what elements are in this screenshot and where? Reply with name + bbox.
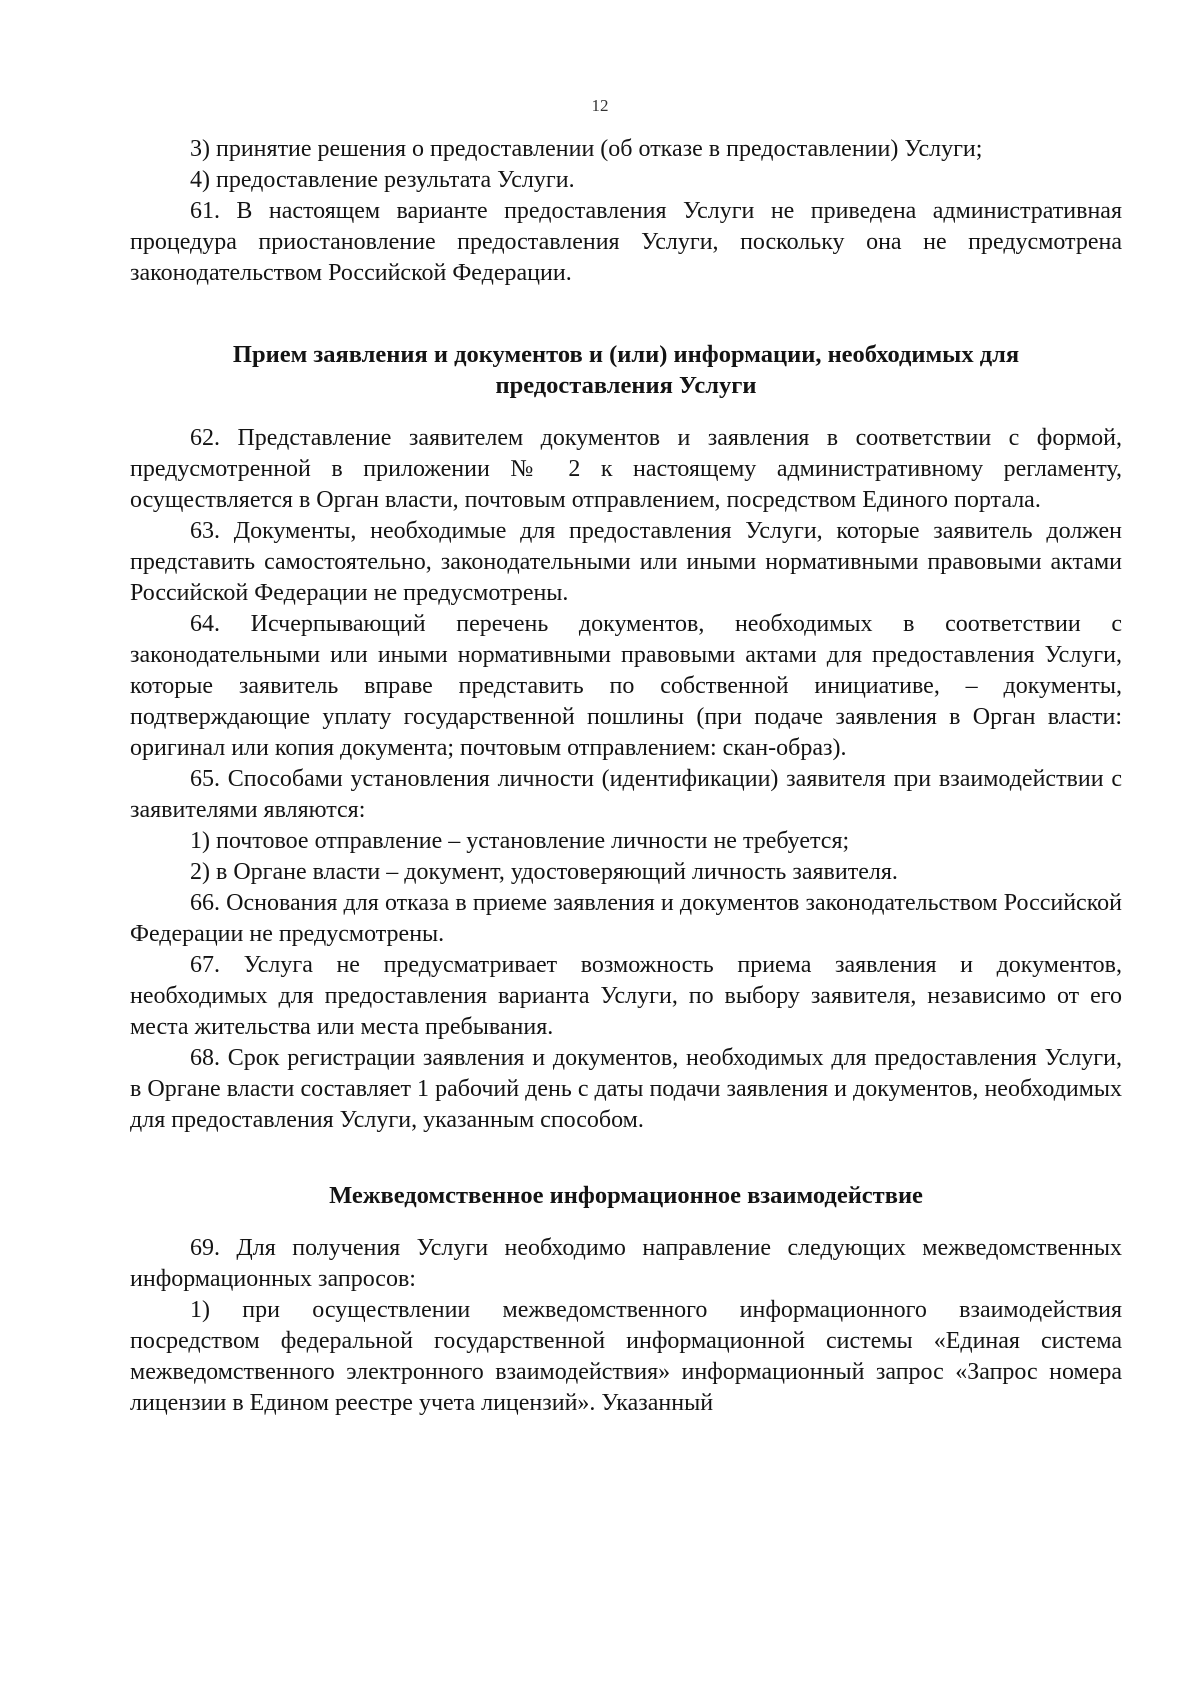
section-heading: Межведомственное информационное взаимодействие: [329, 1182, 923, 1209]
paragraph: 67. Услуга не предусматривает возможность приема заявления и документов, необходимых для предоставления варианта Услуги, по выбору заявителя, независимо от его места жительства или места пребывания.: [130, 952, 1122, 1040]
paragraph: 69. Для получения Услуги необходимо направление следующих межведомственных информационных запросов:: [130, 1235, 1122, 1292]
paragraph: 63. Документы, необходимые для предоставления Услуги, которые заявитель должен представить самостоятельно, законодательными или иными нормативными правовыми актами Российской Федерации не предусмотрены.: [130, 518, 1122, 606]
paragraph: 68. Срок регистрации заявления и документов, необходимых для предоставления Услуги, в Органе власти составляет 1 рабочий день с даты подачи заявления и документов, необходимых для предоставления Услуги, указанным способом.: [130, 1045, 1122, 1133]
paragraph: 1) при осуществлении межведомственного информационного взаимодействия посредством федеральной государственной информационной системы «Единая система межведомственного электронного взаимодействия» информационный запрос «Запрос номера лицензии в Едином реестре учета лицензий». Указанный: [130, 1297, 1122, 1416]
section-heading: Прием заявления и документов и (или) информации, необходимых для предоставления Услуги: [232, 341, 1020, 399]
paragraph: 2) в Органе власти – документ, удостоверяющий личность заявителя.: [190, 859, 898, 885]
paragraph: 1) почтовое отправление – установление личности не требуется;: [190, 828, 850, 854]
paragraph: 66. Основания для отказа в приеме заявления и документов законодательством Российской Федерации не предусмотрены.: [130, 890, 1122, 947]
paragraph: 65. Способами установления личности (идентификации) заявителя при взаимодействии с заявителями являются:: [130, 766, 1122, 823]
paragraph: 64. Исчерпывающий перечень документов, необходимых в соответствии с законодательными или иными нормативными правовыми актами для предоставления Услуги, которые заявитель вправе представить по собственной инициативе, – документы, подтверждающие уплату государственной пошлины (при подаче заявления в Орган власти: оригинал или копия документа; почтовым отправлением: скан-образ).: [130, 611, 1122, 761]
paragraph: 4) предоставление результата Услуги.: [190, 167, 575, 193]
paragraph: 3) принятие решения о предоставлении (об отказе в предоставлении) Услуги;: [190, 136, 983, 162]
page-number: 12: [591, 96, 609, 115]
paragraph: 61. В настоящем варианте предоставления Услуги не приведена административная процедура приостановление предоставления Услуги, поскольку она не предусмотрена законодательством Российской Федерации.: [130, 198, 1122, 286]
paragraph: 62. Представление заявителем документов и заявления в соответствии с формой, предусмотренной в приложении № 2 к настоящему административному регламенту, осуществляется в Орган власти, почтовым отправлением, посредством Единого портала.: [130, 425, 1122, 513]
document-body: [130, 134, 1122, 1419]
